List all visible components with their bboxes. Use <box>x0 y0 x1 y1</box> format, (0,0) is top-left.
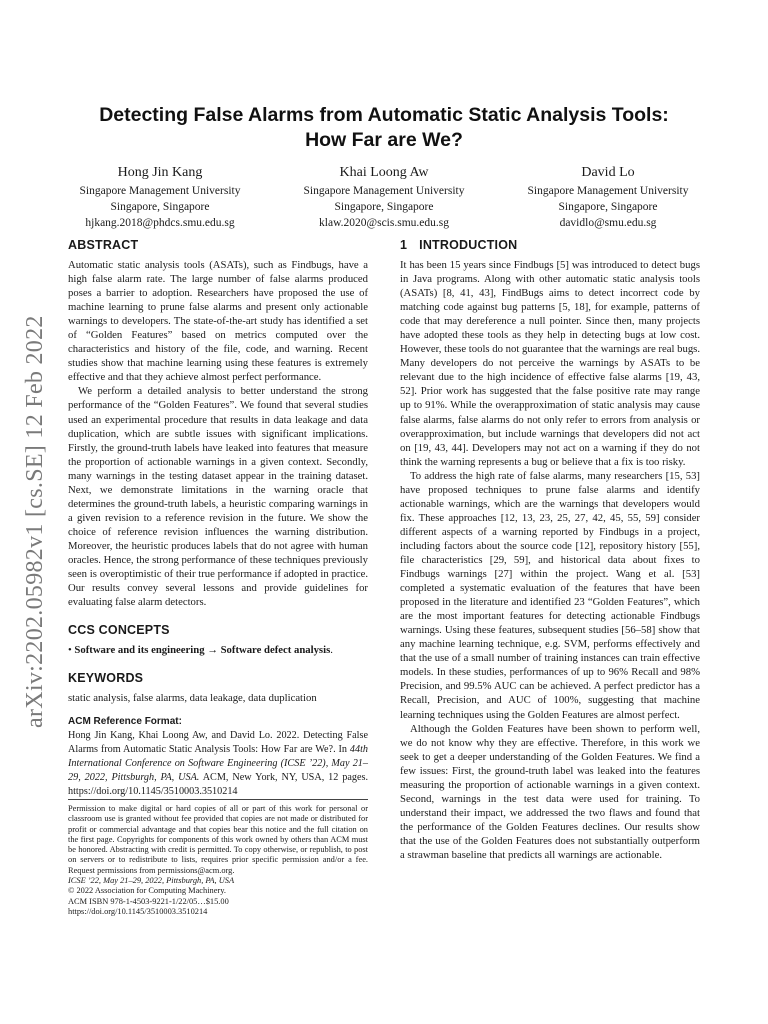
permission-text: Permission to make digital or hard copies of all or part of this work for personal or classroom use is granted without fee provided that copies are not made or distributed for profit or commercial advantage and that copies bear this notice and the full citation on the first page. Copyrights for components of this work owned by others than ACM must be honored. Abstracting with credit is permitted. To copy otherwise, or republish, to post on servers or to redistribute to lists, requires prior specific permission and/or a fee. Request permissions from permissions@acm.org. <box>68 804 368 875</box>
author-name: David Lo <box>581 165 635 180</box>
title-line-2: How Far are We? <box>305 129 463 151</box>
author-affiliation: Singapore Management University <box>303 185 465 197</box>
ccs-subconcept: Software defect analysis <box>220 644 331 657</box>
intro-paragraph-3: Although the Golden Features have been shown to perform well, we do not know why they are effective. Therefore, in this work we seek to get a deeper understanding of the Golden Features. We find a few issues: First, the ground-truth label was leaked into the features measuring the proportion of actionable warnings in a given context. Second, warnings in the test data were used for training. To understand their impact, we addressed the two flaws and found that the performance of the Golden Features declines. Our results show that the use of the Golden Features does not substantially outperform a strawman baseline that predicts all warnings are actionable. <box>400 722 700 861</box>
author-affiliation: Singapore Management University <box>79 185 241 197</box>
author-email: klaw.2020@scis.smu.edu.sg <box>319 217 449 229</box>
author-name: Khai Loong Aw <box>339 165 429 180</box>
permission-footnote <box>68 799 368 917</box>
author-location: Singapore, Singapore <box>110 201 210 213</box>
author-location: Singapore, Singapore <box>558 201 658 213</box>
arrow-icon: → <box>207 644 218 657</box>
conference-line: ICSE ’22, May 21–29, 2022, Pittsburgh, PA, USA <box>68 876 235 886</box>
author-email: davidlo@smu.edu.sg <box>559 217 657 229</box>
acm-reference-venue: 44th International Conference on Software Engineering (ICSE ’22), May 21–29, 2022, Pittsburgh, PA, USA. <box>68 744 368 784</box>
acm-reference-authors: Hong Jin Kang, Khai Loong Aw, and David Lo. 2022. Detecting False Alarms from Automatic Static Analysis Tools: How Far are We?. In <box>68 730 368 756</box>
ccs-heading: CCS CONCEPTS <box>68 623 170 638</box>
keywords-heading: KEYWORDS <box>68 671 144 686</box>
doi-line: https://doi.org/10.1145/3510003.3510214 <box>68 906 208 916</box>
section-number: 1 <box>400 238 408 252</box>
isbn-line: ACM ISBN 978-1-4503-9221-1/22/05…$15.00 <box>68 896 229 906</box>
author-list <box>60 163 708 231</box>
author-affiliation: Singapore Management University <box>527 185 689 197</box>
author-location: Singapore, Singapore <box>334 201 434 213</box>
abstract-heading: ABSTRACT <box>68 238 139 252</box>
author-block <box>60 163 260 231</box>
paper-title <box>60 103 708 153</box>
author-block <box>284 163 484 231</box>
author-block <box>508 163 708 231</box>
title-line-1: Detecting False Alarms from Automatic Static Analysis Tools: <box>99 104 669 126</box>
acm-reference-publisher: ACM, New York, NY, USA, 12 pages. https://doi.org/10.1145/3510003.3510214 <box>68 772 368 798</box>
abstract-paragraph-2: We perform a detailed analysis to better understand the strong performance of the “Golden Features”. We found that several studies used an experimental procedure that results in data leakage and data duplication, which are subtle issues with significant implications. Firstly, the ground-truth labels have leaked into features that measure the proportion of actionable warnings in a given context. Secondly, many warnings in the testing dataset appear in the training dataset. Next, we demonstrate limitations in the warning oracle that determines the ground-truth labels, a heuristic comparing warnings in a given revision to a reference revision in the future. We show the choice of reference revision influences the warning distribution. Moreover, the heuristic produces labels that do not agree with human oracles. Hence, the strong performance of these techniques previously seen is overoptimistic of their true performance if adopted in practice. Our results convey several lessons and provide guidelines for evaluating false alarm detectors. <box>68 385 368 609</box>
introduction-heading <box>400 236 700 254</box>
right-column <box>400 236 700 862</box>
section-title: INTRODUCTION <box>419 238 518 252</box>
intro-paragraph-2: To address the high rate of false alarms, many researchers [15, 53] have proposed techniques to prune false alarms and identify actionable warnings, which are the warnings that developers would fix. These approaches [12, 13, 23, 25, 27, 42, 45, 55, 59] consider different aspects of a warning reported by Findbugs in a project, including factors about the source code [12], repository history [55], file characteristics [29, 59], and historical data about fixes to Findbugs warnings [27] within the project. Wang et al. [53] completed a systematic evaluation of the features that have been proposed in the literature and identified 23 “Golden Features”, which are the most important features for detecting actionable Findbugs warnings. Using these features, subsequent studies [56–58] show that any machine learning technique, e.g. SVM, performs effectively and that the use of a small number of training instances can train effective models. In these studies, performances of up to 96% Recall and 98% Precision, and 99.5% AUC can be achieved. A perfect predictor has a Recall, Precision, and AUC of 100%, suggesting that machine learning techniques using the Golden Features are almost perfect. <box>400 469 700 721</box>
abstract-paragraph-1: Automatic static analysis tools (ASATs), such as Findbugs, have a high false alarm rate. The large number of false alarms produced poses a barrier to adoption. Researchers have proposed the use of machine learning to prune false alarms and present only actionable warnings to developers. The state-of-the-art study has identified a set of “Golden Features” based on metrics computed over the characteristics and history of the file, code, and warning. Recent studies show that machine learning using these features is extremely effective and that they achieve almost perfect performance. <box>68 259 368 384</box>
intro-paragraph-1: It has been 15 years since Findbugs [5] was introduced to detect bugs in Java programs. Along with other automatic static analysis tools (ASATs) [8, 41, 43], FindBugs aims to detect incorrect code by matching code against bug patterns [5, 18], for example, patterns of code that may dereference a null pointer. Since then, many projects have adopted these tools as they help in detecting bugs at low cost. However, these tools do not guarantee that the warnings are real bugs. Many developers do not perceive the warnings by ASATs to be relevant due to the high incidence of effective false alarms [19, 43, 52]. Prior work has suggested that the false positive rate may range up to 91%. While the overapproximation of static analysis may cause false alarms, false alarms do not only refer to errors from analysis or overapproximation, but include warnings that developers did not act on [19, 43, 44]. Developers may not act on a warning if they do not think the warning represents a bug or believe that a fix is too risky. <box>400 259 700 468</box>
ccs-concept: Software and its engineering <box>74 644 205 657</box>
bullet-glyph: • <box>68 644 72 657</box>
copyright-line: © 2022 Association for Computing Machinery. <box>68 886 226 896</box>
author-email: hjkang.2018@phdcs.smu.edu.sg <box>85 217 235 229</box>
arxiv-identifier: arXiv:2202.05982v1 [cs.SE] 12 Feb 2022 <box>22 315 48 728</box>
left-column <box>68 236 368 799</box>
ccs-period: . <box>330 644 333 657</box>
acm-reference-heading: ACM Reference Format: <box>68 716 182 728</box>
ccs-concepts <box>68 643 368 657</box>
acm-reference-text <box>68 729 368 799</box>
author-name: Hong Jin Kang <box>117 165 203 180</box>
keywords-text: static analysis, false alarms, data leakage, data duplication <box>68 692 317 705</box>
